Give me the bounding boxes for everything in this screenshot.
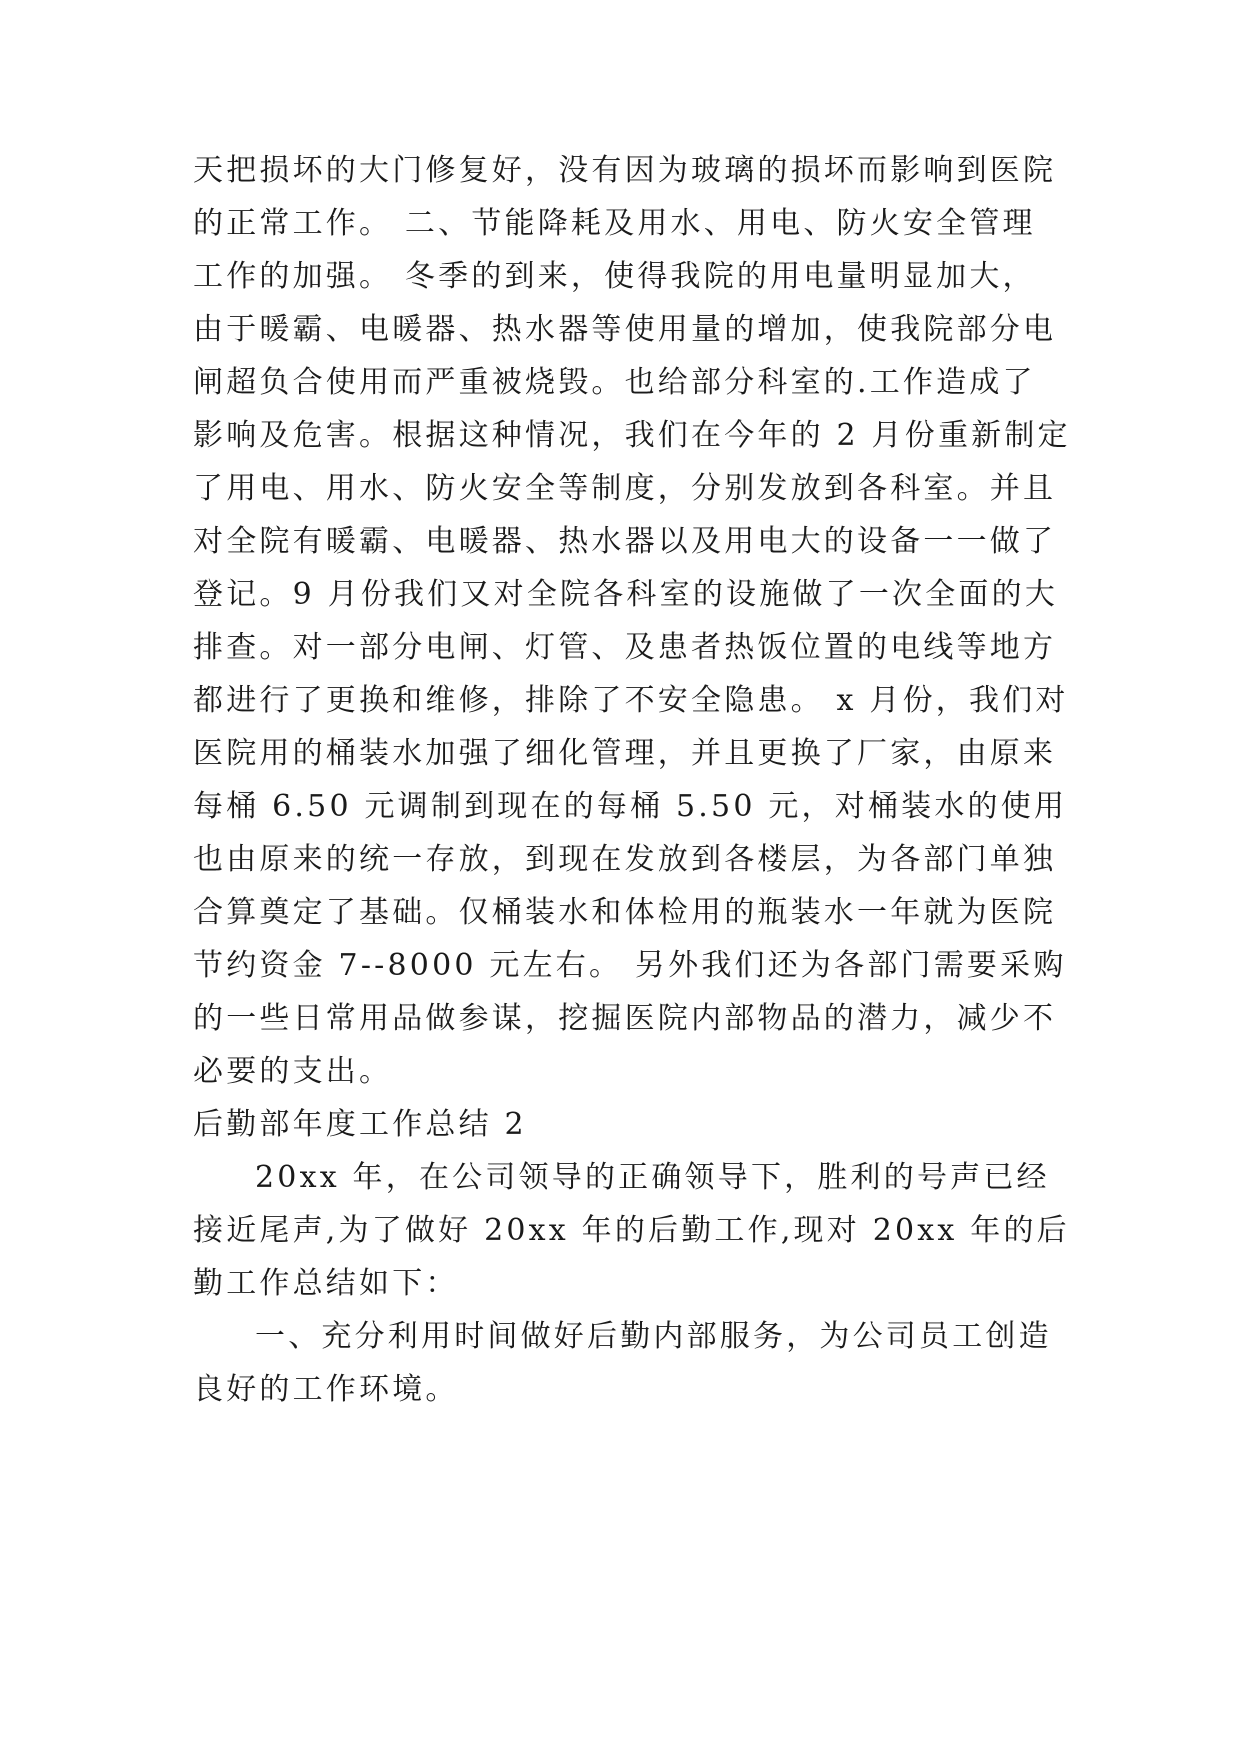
text-line: 勤工作总结如下： xyxy=(193,1266,459,1301)
text-line: 20xx 年，在公司领导的正确领导下，胜利的号声已经 xyxy=(255,1160,1050,1195)
section-heading: 后勤部年度工作总结 2 xyxy=(193,1107,527,1142)
text-line: 工作的加强。 冬季的到来，使得我院的用电量明显加大， xyxy=(193,259,1036,294)
text-line: 必要的支出。 xyxy=(193,1054,393,1089)
text-line: 由于暖霸、电暖器、热水器等使用量的增加，使我院部分电 xyxy=(193,312,1057,347)
text-line: 也由原来的统一存放，到现在发放到各楼层，为各部门单独 xyxy=(193,842,1057,877)
text-line: 闸超负合使用而严重被烧毁。也给部分科室的.工作造成了 xyxy=(193,365,1036,400)
text-line: 一、充分利用时间做好后勤内部服务，为公司员工创造 xyxy=(255,1319,1052,1354)
text-line: 合算奠定了基础。仅桶装水和体检用的瓶装水一年就为医院 xyxy=(193,895,1057,930)
text-line: 接近尾声,为了做好 20xx 年的后勤工作,现对 20xx 年的后 xyxy=(193,1213,1070,1248)
text-line: 影响及危害。根据这种情况，我们在今年的 2 月份重新制定 xyxy=(193,418,1071,453)
text-line: 都进行了更换和维修，排除了不安全隐患。 x 月份，我们对 xyxy=(193,683,1069,718)
text-line: 登记。9 月份我们又对全院各科室的设施做了一次全面的大 xyxy=(193,577,1059,612)
text-line: 的正常工作。 二、节能降耗及用水、用电、防火安全管理 xyxy=(193,206,1036,241)
text-line: 每桶 6.50 元调制到现在的每桶 5.50 元，对桶装水的使用 xyxy=(193,789,1068,824)
text-line: 排查。对一部分电闸、灯管、及患者热饭位置的电线等地方 xyxy=(193,630,1057,665)
text-line: 良好的工作环境。 xyxy=(193,1372,459,1407)
text-line: 了用电、用水、防火安全等制度，分别发放到各科室。并且 xyxy=(193,471,1057,506)
text-line: 天把损坏的大门修复好，没有因为玻璃的损坏而影响到医院 xyxy=(193,153,1057,188)
text-line: 的一些日常用品做参谋，挖掘医院内部物品的潜力，减少不 xyxy=(193,1001,1057,1036)
text-line: 节约资金 7--8000 元左右。 另外我们还为各部门需要采购 xyxy=(193,948,1067,983)
text-line: 对全院有暖霸、电暖器、热水器以及用电大的设备一一做了 xyxy=(193,524,1057,559)
text-line: 医院用的桶装水加强了细化管理，并且更换了厂家，由原来 xyxy=(193,736,1057,771)
